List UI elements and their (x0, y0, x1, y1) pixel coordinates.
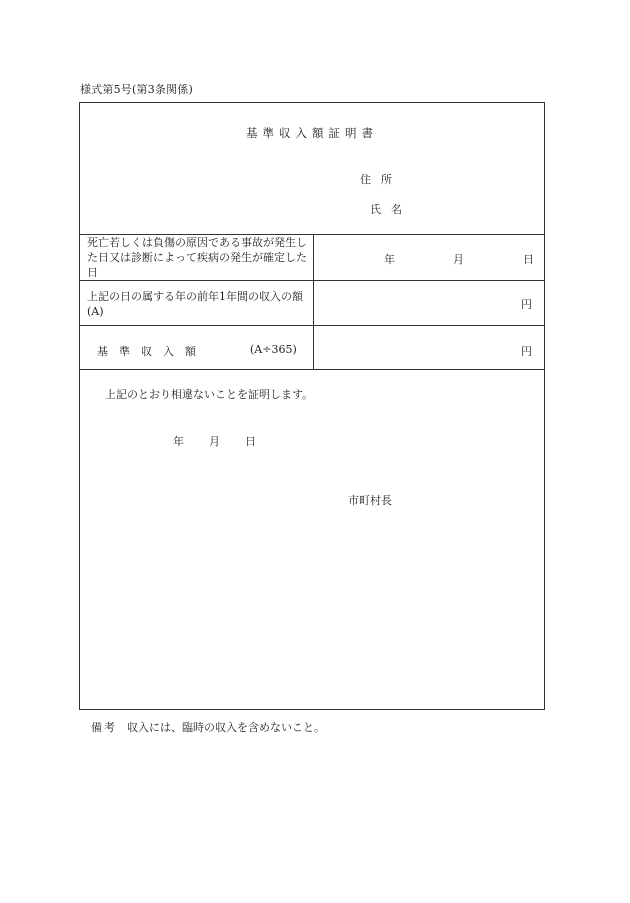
certification-text: 上記のとおり相違ないことを証明します。 (105, 388, 314, 401)
cert-month-label: 月 (209, 435, 220, 448)
base-income-label: 基準収入額 (97, 345, 207, 358)
base-income-formula: (A÷365) (250, 343, 297, 356)
cert-day-label: 日 (245, 435, 256, 448)
row-divider (80, 280, 544, 281)
cert-year-label: 年 (173, 435, 184, 448)
prior-year-income-label: 上記の日の属する年の前年1年間の収入の額 (A) (87, 290, 314, 318)
form-number: 様式第5号(第3条関係) (80, 83, 193, 96)
month-label: 月 (453, 253, 464, 266)
name-label: 氏名 (370, 203, 412, 216)
row-divider (80, 325, 544, 326)
year-label: 年 (384, 253, 395, 266)
certificate-frame (79, 102, 545, 710)
base-income-yen: 円 (521, 345, 532, 358)
row-divider (80, 369, 544, 370)
remarks (91, 719, 325, 735)
prior-year-income-yen: 円 (521, 298, 532, 311)
remarks-text: 収入には、臨時の収入を含めないこと。 (127, 721, 325, 734)
mayor-label: 市町村長 (348, 494, 392, 507)
address-label: 住所 (360, 173, 402, 186)
remarks-heading: 備考 (91, 721, 117, 734)
certificate-title: 基準収入額証明書 (246, 126, 378, 140)
incident-date-label: 死亡若しくは負傷の原因である事故が発生した日又は診断によって疾病の発生が確定した日 (87, 236, 307, 279)
day-label: 日 (523, 253, 534, 266)
